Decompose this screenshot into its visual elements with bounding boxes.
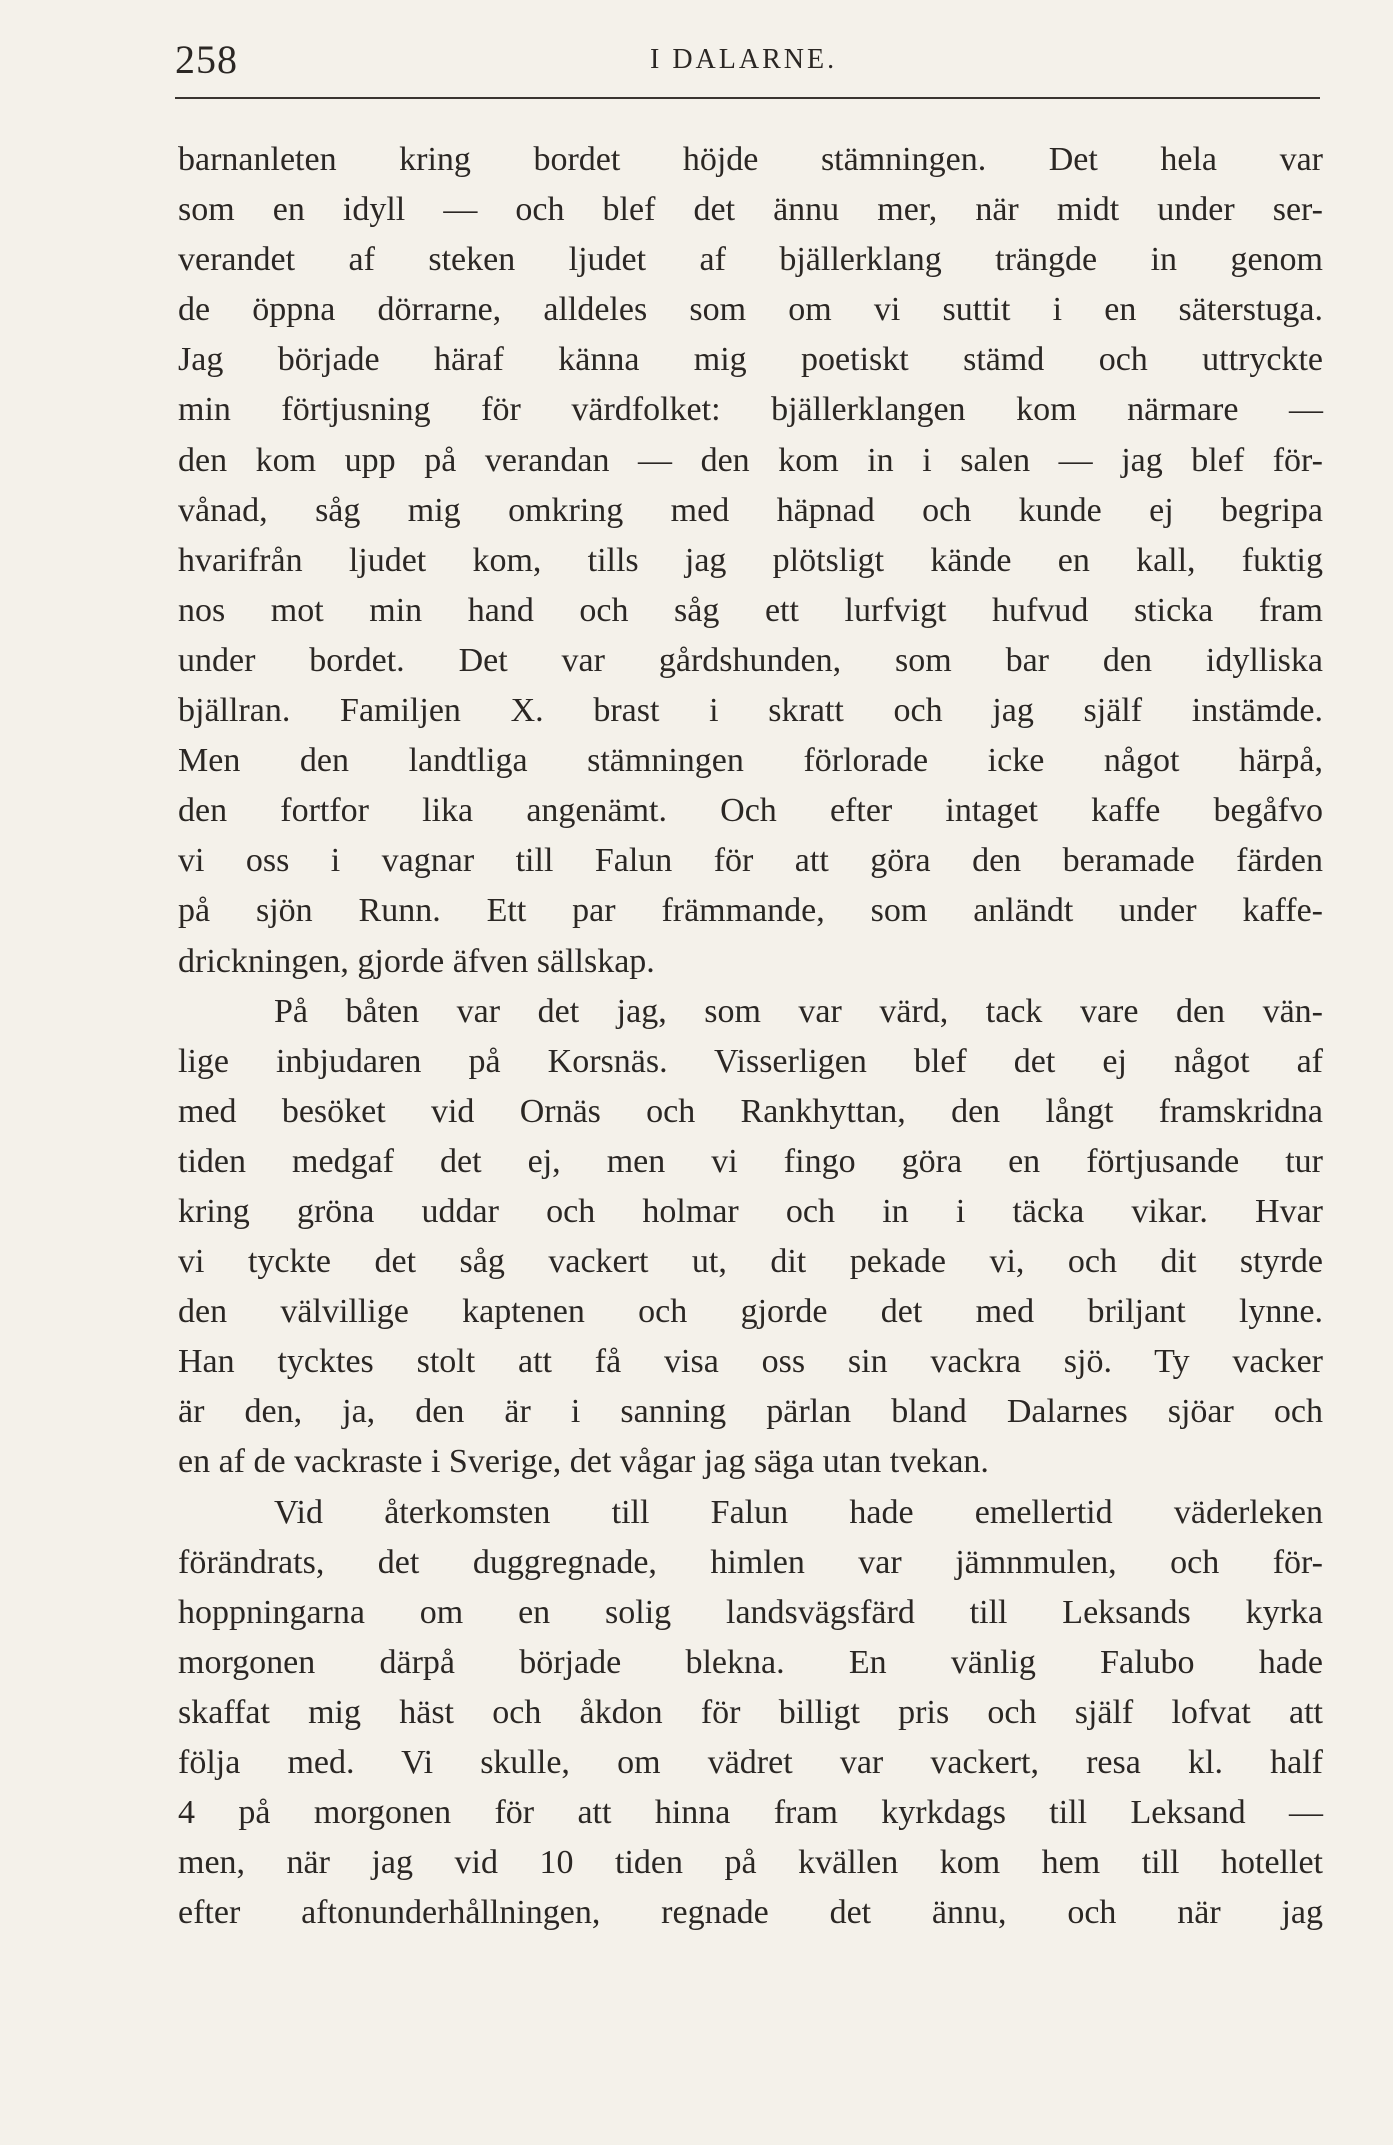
text-line: lige inbjudaren på Korsnäs. Visserligen blef det ej något af — [178, 1042, 1323, 1080]
text-line: den välvillige kaptenen och gjorde det med briljant lynne. — [178, 1293, 1323, 1331]
text-line: som en idyll — och blef det ännu mer, när midt under ser- — [178, 191, 1323, 229]
text-line: följa med. Vi skulle, om vädret var vackert, resa kl. half — [178, 1744, 1323, 1781]
text-line: är den, ja, den är i sanning pärlan bland Dalarnes sjöar och — [178, 1393, 1323, 1431]
text-line: barnanleten kring bordet höjde stämningen. Det hela var — [178, 141, 1323, 178]
header-rule — [175, 97, 1320, 99]
text-line: vi tyckte det såg vackert ut, dit pekade vi, och dit styrde — [178, 1243, 1323, 1281]
text-line: morgonen därpå började blekna. En vänlig Falubo hade — [178, 1643, 1323, 1681]
text-line: efter aftonunderhållningen, regnade det ännu, och när jag — [178, 1894, 1323, 1932]
body-text — [178, 135, 1323, 1938]
text-line: vånad, såg mig omkring med häpnad och kunde ej begripa — [178, 491, 1323, 529]
text-line: tiden medgaf det ej, men vi fingo göra en förtjusande tur — [178, 1142, 1323, 1180]
text-line: de öppna dörrarne, alldeles som om vi suttit i en säterstuga. — [178, 291, 1323, 329]
text-line: men, när jag vid 10 tiden på kvällen kom hem till hotellet — [178, 1844, 1323, 1882]
page-number: 258 — [175, 37, 238, 82]
text-line: min förtjusning för värdfolket: bjällerklangen kom närmare — — [178, 391, 1323, 429]
text-line: skaffat mig häst och åkdon för billigt pris och själf lofvat att — [178, 1693, 1323, 1731]
text-line: en af de vackraste i Sverige, det vågar jag säga utan tvekan. — [178, 1443, 989, 1481]
text-line: Vid återkomsten till Falun hade emellertid väderleken — [274, 1493, 1323, 1531]
running-title: I DALARNE. — [650, 44, 838, 75]
text-line: på sjön Runn. Ett par främmande, som anländt under kaffe- — [178, 892, 1323, 930]
text-line: hoppningarna om en solig landsvägsfärd till Leksands kyrka — [178, 1593, 1323, 1631]
text-line: under bordet. Det var gårdshunden, som bar den idylliska — [178, 641, 1323, 679]
text-line: nos mot min hand och såg ett lurfvigt hufvud sticka fram — [178, 591, 1323, 629]
text-line: drickningen, gjorde äfven sällskap. — [178, 942, 655, 980]
text-line: Men den landtliga stämningen förlorade icke något härpå, — [178, 742, 1323, 780]
text-line: förändrats, det duggregnade, himlen var jämnmulen, och för- — [178, 1543, 1323, 1581]
text-line: verandet af steken ljudet af bjällerklang trängde in genom — [178, 241, 1323, 279]
text-line: vi oss i vagnar till Falun för att göra den beramade färden — [178, 842, 1323, 880]
text-line: Jag började häraf känna mig poetiskt stämd och uttryckte — [178, 341, 1323, 379]
text-line: På båten var det jag, som var värd, tack vare den vän- — [274, 992, 1323, 1030]
text-line: kring gröna uddar och holmar och in i täcka vikar. Hvar — [178, 1192, 1323, 1230]
text-line: Han tycktes stolt att få visa oss sin vackra sjö. Ty vacker — [178, 1343, 1323, 1381]
text-line: den kom upp på verandan — den kom in i salen — jag blef för- — [178, 441, 1323, 479]
text-line: den fortfor lika angenämt. Och efter intaget kaffe begåfvo — [178, 792, 1323, 830]
text-line: hvarifrån ljudet kom, tills jag plötsligt kände en kall, fuktig — [178, 541, 1323, 579]
text-line: med besöket vid Ornäs och Rankhyttan, den långt framskridna — [178, 1092, 1323, 1130]
text-line: bjällran. Familjen X. brast i skratt och jag själf instämde. — [178, 692, 1323, 730]
text-line: 4 på morgonen för att hinna fram kyrkdags till Leksand — — [178, 1794, 1323, 1832]
